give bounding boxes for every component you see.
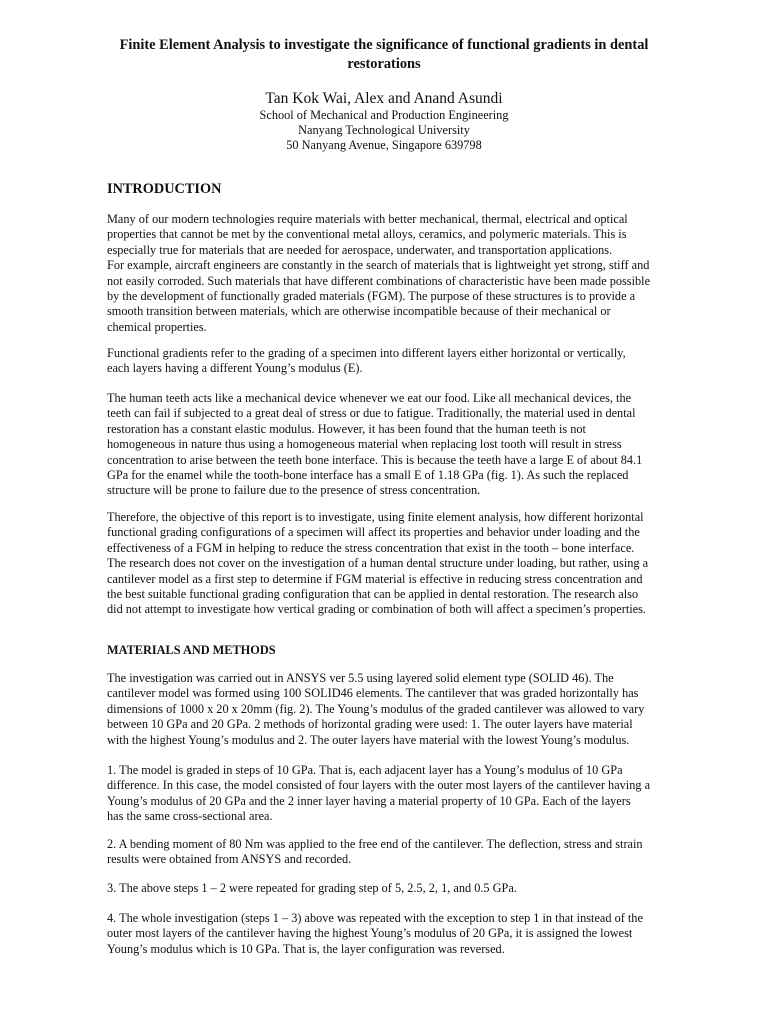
section-heading-introduction: INTRODUCTION	[107, 181, 222, 197]
text-line: concentration to arise between the teeth bone interface. This is because the teeth have a large E of about 84.1	[107, 452, 643, 467]
text-line: has the same cross-sectional area.	[107, 809, 273, 824]
text-line: The investigation was carried out in ANSYS ver 5.5 using layered solid element type (SOLID 46). The	[107, 671, 614, 685]
text-line: restoration has a constant elastic modulus. However, it has been found that the human teeth is not	[107, 421, 586, 436]
methods-paragraph-1	[107, 671, 667, 748]
text-line: properties that cannot be met by the conventional metal alloys, ceramics, and polymeric materials. This is	[107, 227, 627, 242]
author-names: Tan Kok Wai, Alex and Anand Asundi	[265, 90, 503, 107]
text-line: homogeneous in nature thus using a homogeneous material when replacing lost tooth will result in stress	[107, 437, 622, 452]
text-line: 4. The whole investigation (steps 1 – 3) above was repeated with the exception to step 1 in that instead of the	[107, 911, 643, 925]
affiliation-school: School of Mechanical and Production Engineering	[259, 108, 509, 122]
text-line: between 10 GPa and 20 GPa. 2 methods of horizontal grading were used: 1. The outer layers have material	[107, 717, 633, 732]
intro-paragraph-3	[107, 391, 667, 499]
text-line: functional grading configurations of a specimen will affect its properties and behavior under loading and the	[107, 525, 640, 540]
text-line: 1. The model is graded in steps of 10 GPa. That is, each adjacent layer has a Young’s modulus of 10 GPa	[107, 763, 623, 777]
text-line: For example, aircraft engineers are constantly in the search of materials that is lightweight yet strong, stiff and	[107, 258, 650, 273]
text-line: Functional gradients refer to the grading of a specimen into different layers either horizontal or vertically,	[107, 346, 626, 360]
text-line: cantilever model was formed using 100 SOLID46 elements. The cantilever that was graded horizontally has	[107, 686, 639, 701]
text-line: the best suitable functional grading configuration that can be applied in dental restoration. The research also	[107, 587, 639, 602]
text-line: dimensions of 1000 x 20 x 20mm (fig. 2). The Young’s modulus of the graded cantilever was allowed to vary	[107, 701, 645, 716]
title-line: restorations	[347, 56, 421, 72]
text-line: teeth can fail if subjected to a great deal of stress or due to fatigue. Traditionally, the material used in dental	[107, 406, 636, 421]
affiliation-university: Nanyang Technological University	[298, 123, 470, 137]
text-line: not easily corroded. Such materials that have different combinations of characteristic have been made possible	[107, 273, 651, 288]
text-line: each layers having a different Young’s modulus (E).	[107, 361, 363, 376]
methods-step-2	[107, 837, 667, 868]
intro-paragraph-1	[107, 212, 667, 335]
text-line: 3. The above steps 1 – 2 were repeated for grading step of 5, 2.5, 2, 1, and 0.5 GPa.	[107, 881, 517, 895]
text-line: 2. A bending moment of 80 Nm was applied to the free end of the cantilever. The deflection, stress and strain	[107, 837, 643, 851]
text-line: smooth transition between materials, which are otherwise incompatible because of their mechanical or	[107, 304, 611, 319]
paper-title	[95, 36, 673, 74]
text-line: especially true for materials that are needed for aerospace, underwater, and transportation applications.	[107, 242, 613, 257]
text-line: chemical properties.	[107, 319, 207, 334]
affiliation-address: 50 Nanyang Avenue, Singapore 639798	[286, 138, 482, 152]
methods-step-4	[107, 911, 667, 957]
text-line: Therefore, the objective of this report is to investigate, using finite element analysis, how different horizontal	[107, 510, 644, 524]
text-line: outer most layers of the cantilever having the highest Young’s modulus of 20 GPa, it is assigned the lowest	[107, 926, 633, 941]
text-line: effectiveness of a FGM in helping to reduce the stress concentration that exist in the tooth – bone interface.	[107, 540, 635, 555]
methods-step-1	[107, 763, 667, 825]
text-line: Young’s modulus which is 10 GPa. That is, the layer configuration was reversed.	[107, 941, 505, 956]
text-line: results were obtained from ANSYS and recorded.	[107, 852, 352, 867]
text-line: with the highest Young’s modulus and 2. The outer layers have material with the lowest Young’s modulus.	[107, 732, 630, 747]
text-line: cantilever model as a first step to determine if FGM material is effective in reducing stress concentration and	[107, 571, 643, 586]
text-line: structure will be prone to failure due to the presence of stress concentration.	[107, 483, 481, 498]
section-heading-materials-methods: MATERIALS AND METHODS	[107, 643, 276, 657]
intro-paragraph-2	[107, 346, 667, 377]
text-line: by the development of functionally graded materials (FGM). The purpose of these structures is to provide a	[107, 289, 636, 304]
title-line: Finite Element Analysis to investigate the significance of functional gradients in dental	[119, 37, 649, 53]
text-line: difference. In this case, the model consisted of four layers with the outer most layers of the cantilever having a	[107, 778, 651, 793]
intro-paragraph-4	[107, 510, 667, 618]
text-line: Many of our modern technologies require materials with better mechanical, thermal, electrical and optical	[107, 212, 628, 226]
methods-step-3	[107, 881, 667, 896]
text-line: The research does not cover on the investigation of a human dental structure under loading, but rather, using a	[107, 556, 649, 571]
text-line: The human teeth acts like a mechanical device whenever we eat our food. Like all mechanical devices, the	[107, 391, 632, 405]
text-line: did not attempt to investigate how vertical grading or combination of both will affect a specimen’s properties.	[107, 602, 646, 617]
text-line: GPa for the enamel while the tooth-bone interface has a small E of 1.18 GPa (fig. 1). As such the replaced	[107, 468, 629, 483]
text-line: Young’s modulus of 20 GPa and the 2 inner layer having a material property of 10 GPa. Each of the layers	[107, 793, 631, 808]
